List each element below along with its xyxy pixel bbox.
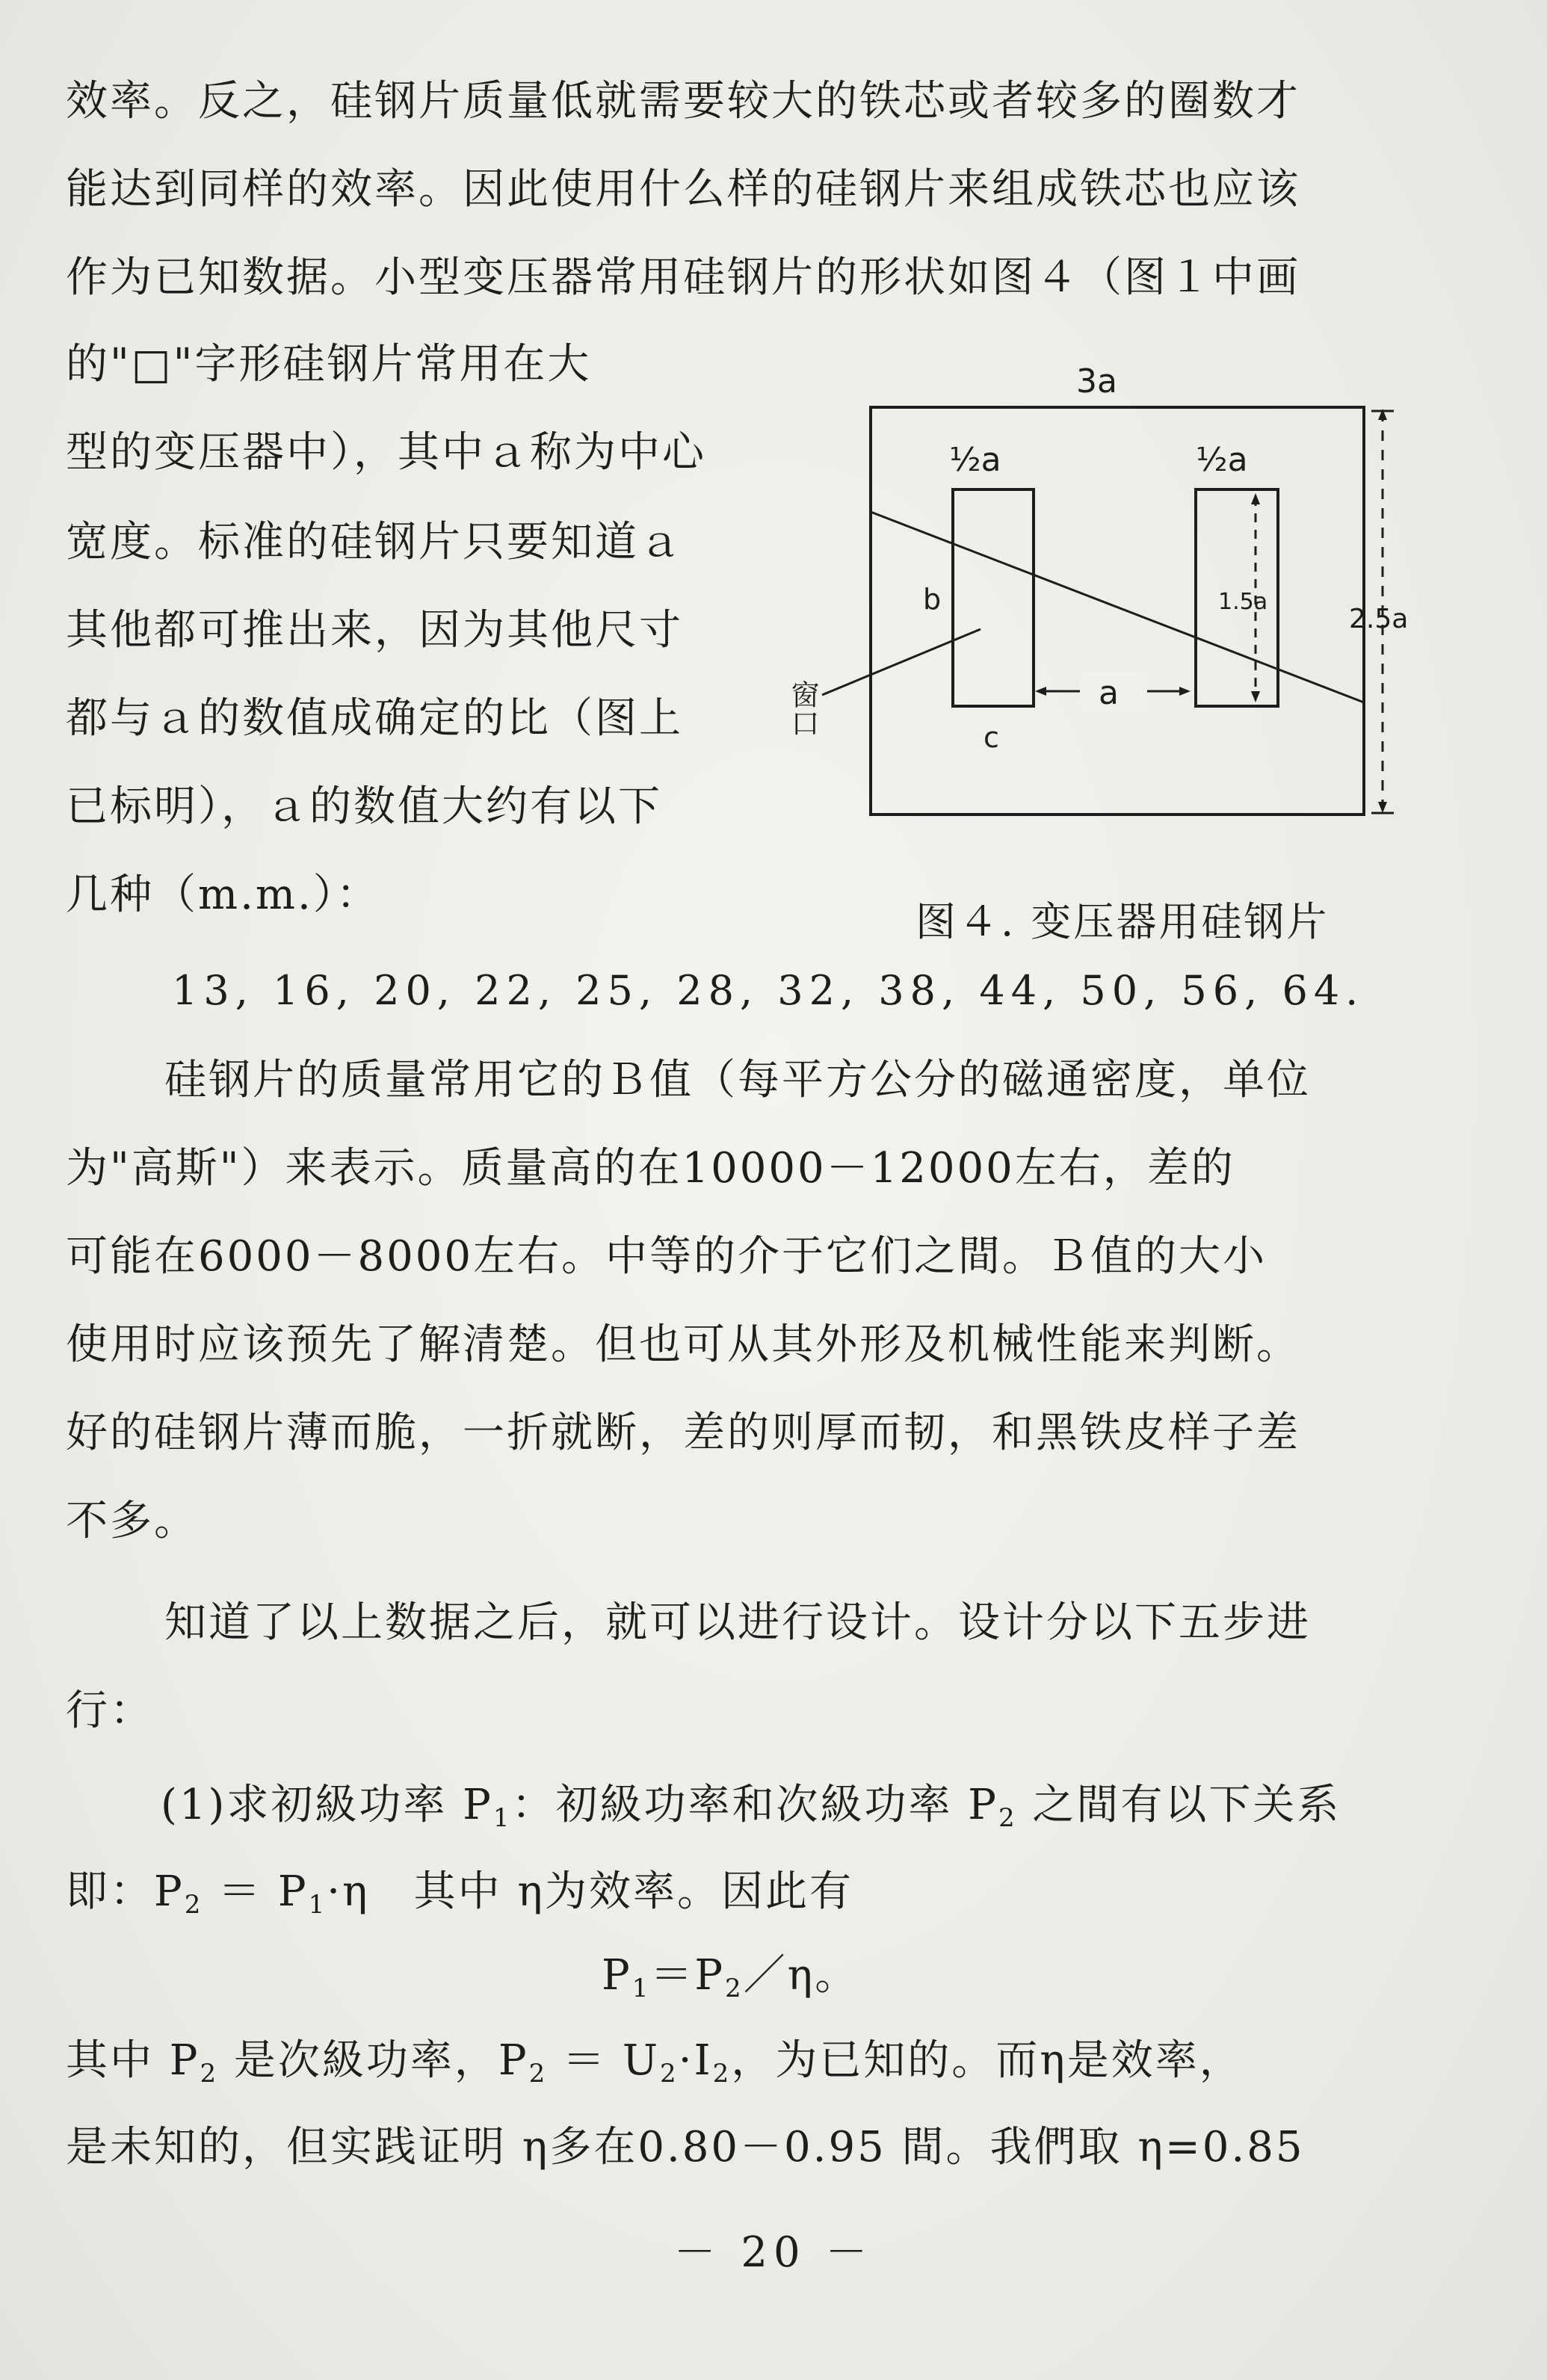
- text-line: 都与ａ的数值成确定的比（图上: [66, 694, 683, 743]
- text-line: 型的变压器中），其中ａ称为中心: [66, 428, 706, 477]
- text-line: 为"高斯"）来表示。质量高的在10000－12000左右，差的: [66, 1144, 1235, 1193]
- label-gap: a: [1099, 674, 1119, 712]
- text-line: 不多。: [66, 1497, 198, 1545]
- left-leg: [953, 489, 1034, 706]
- text-line: 几种（m.m.）：: [66, 871, 380, 919]
- text-line: 宽度。标准的硅钢片只要知道ａ: [66, 518, 683, 566]
- label-window-height: 1.5a: [1218, 589, 1268, 615]
- text-line: 效率。反之，硅钢片质量低就需要较大的铁芯或者较多的圈数才: [66, 77, 1300, 126]
- text-line: 行：: [66, 1687, 154, 1735]
- text-line: 其他都可推出来，因为其他尺寸: [66, 606, 683, 655]
- text-line: 使用时应该预先了解清楚。但也可从其外形及机械性能来判断。: [66, 1320, 1300, 1369]
- label-window: 窗口: [786, 680, 819, 737]
- text-line: 好的硅钢片薄而脆，一折就断，差的则厚而韧，和黑铁皮样子差: [66, 1409, 1300, 1457]
- label-right-leg-width: ½a: [1196, 441, 1248, 479]
- label-b: b: [923, 583, 942, 616]
- page-number: － 20 －: [673, 2228, 874, 2277]
- a-values-line: 13, 16, 20, 22, 25, 28, 32, 38, 44, 50, 56, 64.: [172, 967, 1365, 1014]
- text-line: 知道了以上数据之后，就可以进行设计。设计分以下五步进: [164, 1598, 1311, 1647]
- label-outer-height: 2.5a: [1349, 604, 1409, 634]
- silicon-steel-sheet-figure: [786, 351, 1435, 829]
- step1-line: 其中 $P_2$ 是次級功率，$P_2 = U_2\cdot I_2$，为已知的。而η是效率，: [66, 2036, 1244, 2089]
- text-line: 作为已知数据。小型变压器常用硅钢片的形状如图４（图１中画: [66, 253, 1300, 302]
- equation-p1: $P_1=P_2/\eta$。: [602, 1951, 859, 2003]
- step1-line: 是未知的，但实践证明 η多在0.80－0.95 間。我們取 η=0.85: [66, 2123, 1305, 2172]
- outer-frame: [871, 407, 1364, 815]
- window-pointer: [822, 629, 981, 695]
- step1-line: 即：$P_2 = P_1\cdot\eta$ 其中 η为效率。因此有: [66, 1867, 853, 1920]
- figure-caption: 图４. 变压器用硅钢片: [915, 898, 1330, 945]
- text-line: 已标明），ａ的数值大约有以下: [66, 782, 662, 831]
- text-line: 硅钢片的质量常用它的Ｂ值（每平方公分的磁通密度，单位: [164, 1056, 1311, 1104]
- label-left-leg-width: ½a: [949, 441, 1001, 479]
- text-line: 能达到同样的效率。因此使用什么样的硅钢片来组成铁芯也应该: [66, 165, 1300, 214]
- text-line: 的"□"字形硅钢片常用在大: [66, 340, 592, 389]
- text-line: 可能在6000－8000左右。中等的介于它们之間。Ｂ值的大小: [66, 1232, 1267, 1281]
- label-top-width: 3a: [1076, 362, 1117, 401]
- label-c: c: [984, 721, 999, 754]
- step1-line: (1)求初級功率 $P_1$：初級功率和次級功率 $P_2$ 之間有以下关系: [161, 1781, 1341, 1833]
